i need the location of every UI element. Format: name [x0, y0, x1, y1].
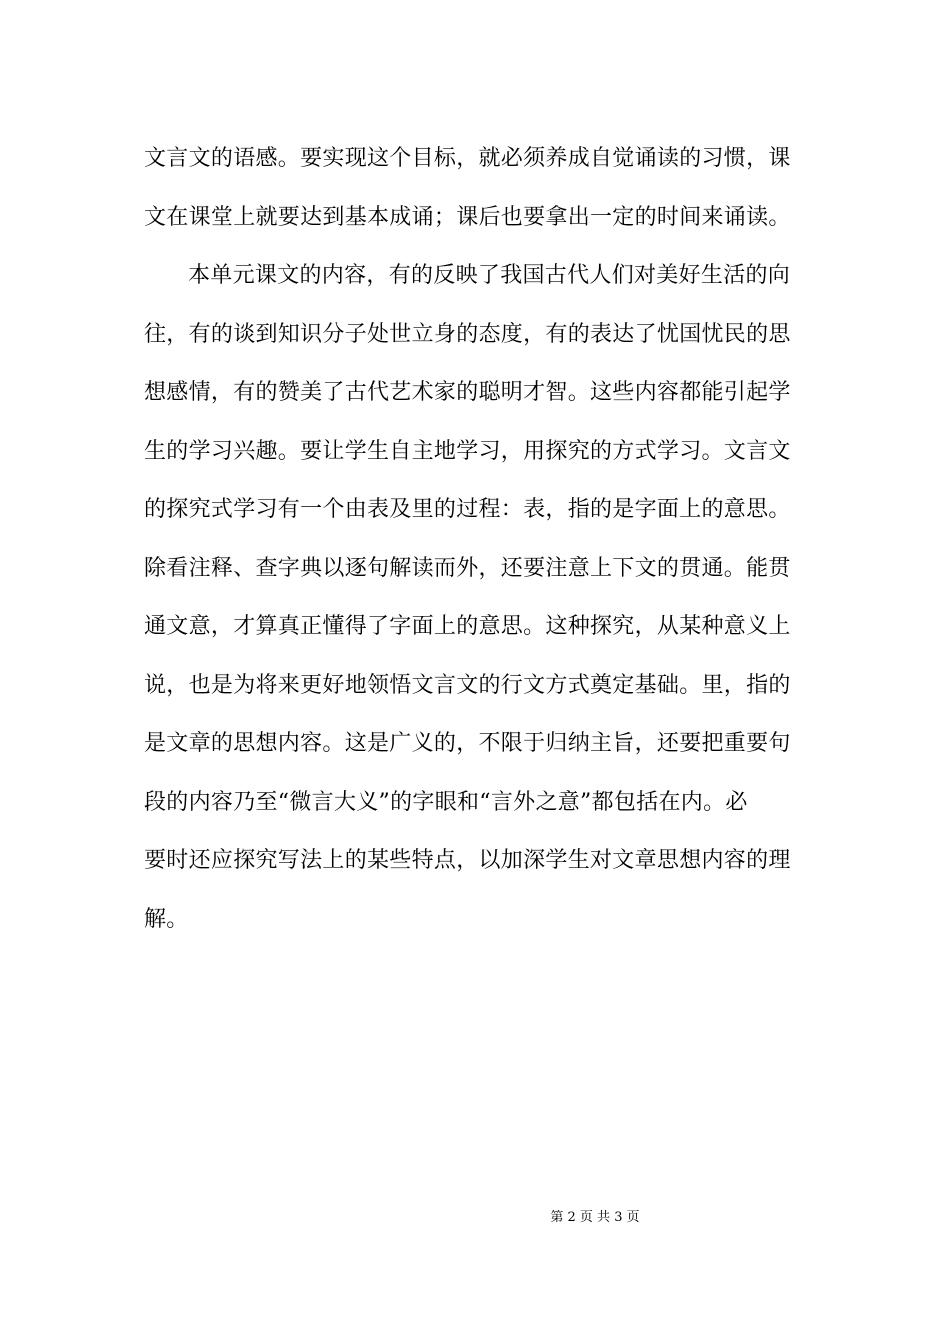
text-line: 的探究式学习有一个由表及里的过程：表，指的是字面上的意思。	[144, 497, 791, 522]
text-line: 解。	[144, 906, 189, 932]
text-line: 文言文的语感。要实现这个目标，就必须养成自觉诵读的习惯，课	[144, 146, 791, 171]
text-line: 生的学习兴趣。要让学生自主地学习，用探究的方式学习。文言文	[144, 438, 791, 464]
text-line: 说，也是为将来更好地领悟文言文的行文方式奠定基础。里，指的	[144, 672, 791, 698]
text-line: 想感情，有的赞美了古代艺术家的聪明才智。这些内容都能引起学	[144, 380, 791, 405]
page-number-footer: 第 2 页 共 3 页	[550, 1210, 640, 1225]
text-line: 要时还应探究写法上的某些特点，以加深学生对文章思想内容的理	[144, 848, 791, 873]
text-line: 通文意，才算真正懂得了字面上的意思。这种探究，从某种意义上	[144, 614, 791, 639]
text-line: 除看注释、查字典以逐句解读而外，还要注意上下文的贯通。能贯	[144, 555, 791, 581]
text-line: 是文章的思想内容。这是广义的，不限于归纳主旨，还要把重要句	[144, 731, 791, 756]
text-line: 段的内容乃至“微言大义”的字眼和“言外之意”都包括在内。必	[144, 789, 748, 815]
text-line: 文在课堂上就要达到基本成诵；课后也要拿出一定的时间来诵读。	[144, 204, 791, 230]
paragraph-start-line: 本单元课文的内容，有的反映了我国古代人们对美好生活的向	[188, 263, 791, 288]
text-line: 往，有的谈到知识分子处世立身的态度，有的表达了忧国忧民的思	[144, 321, 791, 347]
body-text	[144, 130, 810, 949]
